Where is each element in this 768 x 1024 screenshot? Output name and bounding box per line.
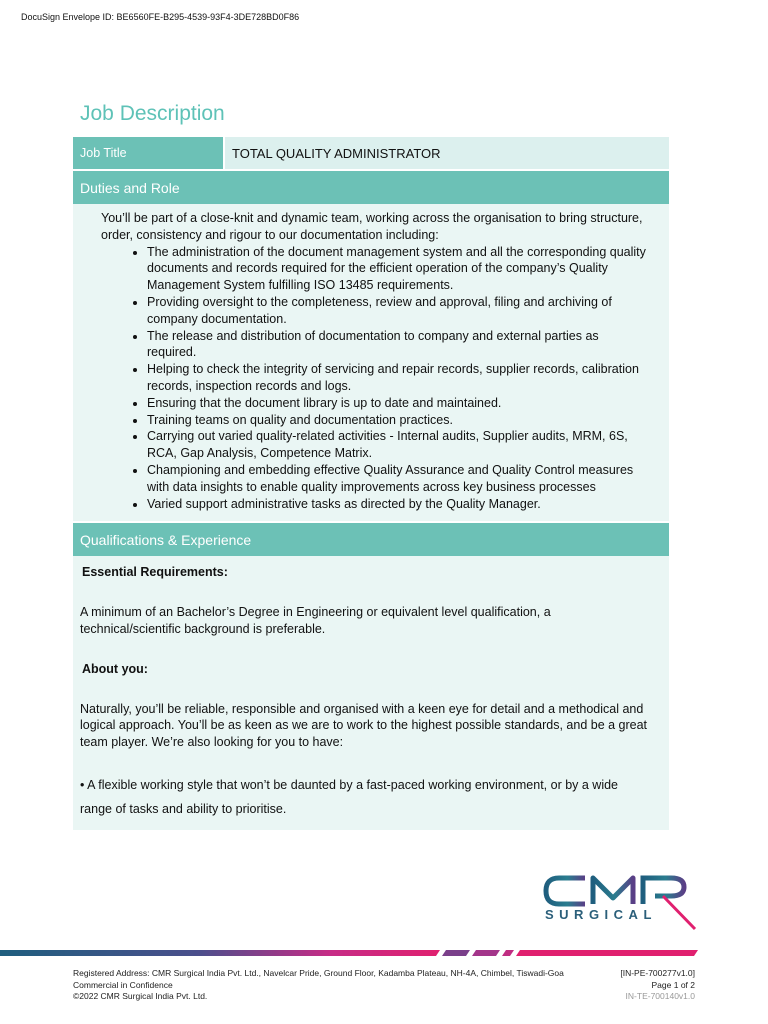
qualifications-body <box>73 556 669 830</box>
footer-reference: [IN-PE-700277v1.0] <box>620 968 695 978</box>
duties-intro: You’ll be part of a close-knit and dynamic team, working across the organisation to bring structure, order, consistency and rigour to our documentation including: <box>101 211 643 242</box>
duties-heading: Duties and Role <box>73 171 669 204</box>
flexible-bullet: • A flexible working style that won’t be daunted by a fast-paced working environment, or by a wide range of tasks and ability to prioritise. <box>80 777 619 816</box>
footer-address: Registered Address: CMR Surgical India Pvt. Ltd., Navelcar Pride, Ground Floor, Kadamba Plateau, NH-4A, Chimbel, Tiswadi-Goa <box>73 968 564 978</box>
job-title-label: Job Title <box>73 137 223 169</box>
job-title-value: TOTAL QUALITY ADMINISTRATOR <box>225 137 669 169</box>
about-text: Naturally, you’ll be reliable, responsible and organised with a keen eye for detail and a methodical and logical approach. You’ll be as keen as we are to work to the highest possible standards, and be a great team player. We’re also looking for you to have: <box>80 701 648 750</box>
list-item: • Carrying out varied quality-related activities - Internal audits, Supplier audits, MRM, 6S, RCA, Gap Analysis, Competence Matrix. <box>147 428 649 462</box>
qualifications-heading: Qualifications & Experience <box>73 523 669 556</box>
envelope-id: DocuSign Envelope ID: BE6560FE-B295-4539-93F4-3DE728BD0F86 <box>21 12 300 22</box>
decorative-stripe <box>0 950 768 956</box>
logo-subtitle: SURGICAL <box>545 907 657 922</box>
list-item: • Helping to check the integrity of servicing and repair records, supplier records, calibration records, inspection records and logs. <box>147 361 649 395</box>
list-item: • The release and distribution of documentation to company and external parties as required. <box>147 328 649 362</box>
page-footer <box>73 968 695 1003</box>
list-item: • Ensuring that the document library is up to date and maintained. <box>147 395 649 412</box>
list-item: • Training teams on quality and documentation practices. <box>147 412 649 429</box>
footer-page-number: Page 1 of 2 <box>651 979 695 990</box>
duties-list <box>101 244 649 513</box>
cmr-logo-icon <box>543 872 703 934</box>
cmr-surgical-logo <box>543 872 703 932</box>
list-item: • The administration of the document management system and all the corresponding quality documents and records required for the efficient operation of the company’s Quality Management System fulfilling ISO 13485 requirements. <box>147 244 649 294</box>
document-title: Job Description <box>80 102 225 125</box>
list-item: • Championing and embedding effective Quality Assurance and Quality Control measures with data insights to enable quality improvements across key business processes <box>147 462 649 496</box>
job-description-table <box>73 137 669 830</box>
essential-text: A minimum of an Bachelor’s Degree in Engineering or equivalent level qualification, a technical/scientific background is preferable. <box>80 605 551 636</box>
footer-copyright: ©2022 CMR Surgical India Pvt. Ltd. <box>73 991 208 1001</box>
list-item: • Providing oversight to the completeness, review and approval, filing and archiving of company documentation. <box>147 294 649 328</box>
footer-confidential: Commercial in Confidence <box>73 979 173 990</box>
footer-template-reference: IN-TE-700140v1.0 <box>625 991 695 1001</box>
job-title-row <box>73 137 669 169</box>
duties-body <box>73 204 669 521</box>
about-heading: About you: <box>82 661 148 676</box>
essential-heading: Essential Requirements: <box>82 565 228 580</box>
list-item: • Varied support administrative tasks as directed by the Quality Manager. <box>147 496 649 513</box>
